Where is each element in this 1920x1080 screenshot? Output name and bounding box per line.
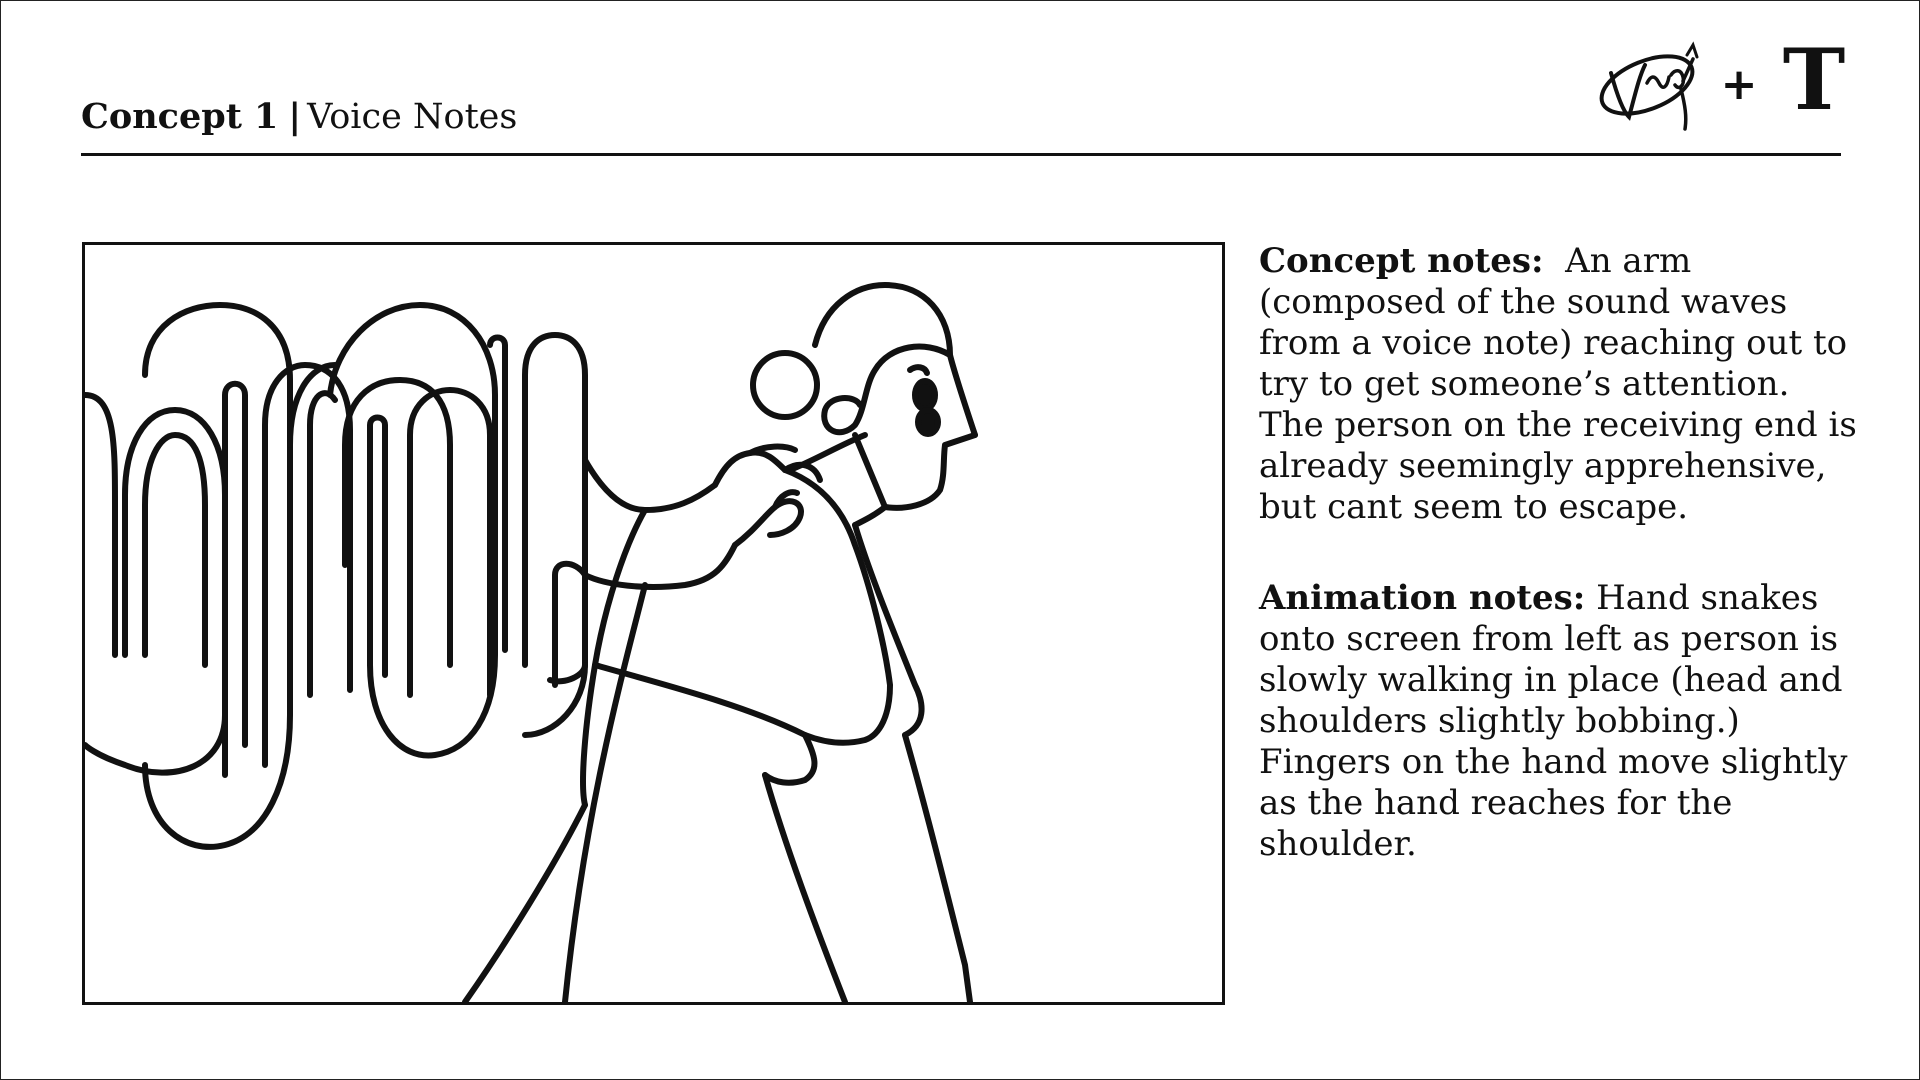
hair-strand — [790, 435, 865, 470]
partner-logos — [1589, 25, 1849, 137]
hand-finger-3 — [735, 501, 801, 545]
wave-loop-3 — [145, 435, 205, 665]
animation-notes-label: Animation notes: — [1259, 578, 1586, 618]
sleeve — [765, 735, 814, 783]
arm-upper — [585, 460, 715, 510]
back-line — [583, 510, 645, 805]
eye-mark-2 — [918, 410, 938, 434]
wave-loop-8 — [345, 380, 450, 665]
storyboard-frame — [82, 242, 1225, 1005]
wave-loop-1 — [85, 395, 115, 655]
head-outline — [815, 285, 975, 435]
victory-logo — [1589, 25, 1709, 137]
eye-mark-1 — [915, 381, 935, 409]
concept-label: Concept 1 — [81, 96, 279, 137]
concept-notes — [1259, 241, 1859, 528]
wave-loop-9 — [310, 393, 335, 695]
storyboard-illustration — [85, 245, 1222, 1002]
hair-bun — [753, 353, 817, 417]
animation-notes-text: Hand snakes onto screen from left as person is slowly walking in place (head and shoulders slightly bobbing.) Fingers on the hand move slightly as the hand reaches for the shoulder. — [1259, 578, 1848, 864]
concept-notes-text: An arm (composed of the sound waves from a voice note) reaching out to try to get someone’s attention. The person on the receiving end is already seemingly apprehensive, but cant seem to escape. — [1259, 241, 1857, 527]
eyebrow — [910, 367, 927, 373]
title-separator: | — [288, 96, 302, 137]
header-divider — [81, 153, 1841, 156]
plus-sign: + — [1720, 59, 1758, 110]
animation-notes — [1259, 578, 1859, 865]
notes-panel — [1259, 241, 1859, 915]
concept-notes-label: Concept notes: — [1259, 241, 1544, 281]
wave-loop-4 — [145, 305, 290, 847]
hand-finger-1 — [750, 447, 795, 453]
body-right-edge — [905, 735, 970, 1002]
slide-title — [81, 96, 518, 137]
face-profile — [885, 435, 975, 508]
body-lower-mid — [565, 585, 645, 1002]
neck — [855, 435, 885, 525]
nyt-logo: T — [1782, 30, 1846, 129]
concept-title: Voice Notes — [307, 97, 518, 137]
shirt-hem — [595, 665, 805, 735]
wave-loop-11 — [370, 418, 385, 676]
wave-loop-5 — [225, 384, 245, 775]
hand-palm — [715, 452, 785, 485]
body-lower-right — [765, 775, 845, 1002]
